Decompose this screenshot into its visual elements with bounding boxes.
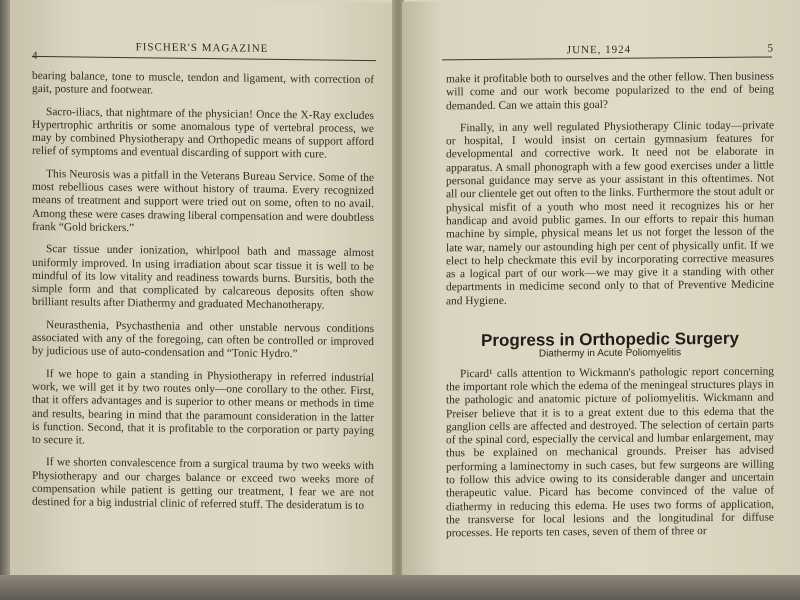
page-number: 4 [32,49,39,63]
left-page-body [32,70,374,523]
paragraph: make it profitable both to ourselves and the other fellow. Then business will come and our work become popularized to the end of being demanded. Can we attain this goal? [446,70,774,112]
right-page [402,0,794,582]
section-title: Progress in Orthopedic Surgery [481,328,739,351]
header-rule [442,56,772,60]
paragraph: Scar tissue under ionization, whirlpool bath and massage almost uniformly improved. In using irradiation about scar tissue it is well to be mindful of its low vitality and readiness towards burns. Bursitis, both the simple form and that complicated by calcareous deposits often show brilliant results after Diathermy and graduated Mechanotherapy. [32,243,374,312]
right-page-body [446,70,774,549]
paragraph: This Neurosis was a pitfall in the Veterans Bureau Service. Some of the most rebellious cases were without history of trauma. Every recognized means of treatment and support were tried out on some, often to no avail. Among these were cases drawing liberal compensation and were doubtless frank “Gold brickers.” [32,167,374,235]
paragraph: Sacro-iliacs, that nightmare of the physician! Once the X-Ray excludes Hypertrophic arthritis or some anomalous type of vertebral process, we may by combined Physiotherapy and Orthopedic means of support afford relief of symptoms and eventual discarding of support with cure. [32,105,374,162]
page-number: 5 [767,42,774,55]
header-rule [32,56,376,61]
left-page [10,0,392,582]
table-surface [0,575,800,600]
paragraph: bearing balance, tone to muscle, tendon and ligament, with correction of gait, posture and footwear. [32,69,374,97]
paragraph: If we hope to gain a standing in Physiotherapy in referred industrial work, we will get it by two routes only—one corollary to the other. First, that it offers advantages and is superior to other means or methods in time and results, bearing in mind that the paramount consideration in the latter is function. Second, that it is profitable to the corporation or party paying to secure it. [32,367,374,447]
running-head: FISCHER'S MAGAZINE [135,41,269,55]
section-subtitle: Diathermy in Acute Poliomyelitis [538,347,682,360]
paragraph: If we shorten convalescence from a surgical trauma by two weeks with Physiotherapy and our charges balance or exceed two weeks more of compensation while patient is getting our treatment, I fear we are not destined for a big industrial clinic of referred stuff. The desideratum is to [32,456,374,513]
left-page-header [32,40,372,63]
paragraph: Finally, in any well regulated Physiotherapy Clinic today—private or hospital, I would insist on certain gymnasium features for developmental and corrective work. It need not be elaborate in apparatus. A small phonograph with a few good exercises under a little personal guidance may serve as your assistant in this oftentimes. Not all our clientele get out often to the links. Furthermore the stout adult or physical misfit of a youth who most need it recognizes his or her handicap and avoid public games. In our efforts to repair this human machine by simple, physical means let us not forget the lesson of the late war, namely our astounding high per cent of physically unfit. If we elect to help checkmate this evil by incorporating corrective measures as a logical part of our work—we may give it a standing with other departments in medicime second only to that of Preventive Medicine and Hygiene. [446,119,774,308]
paragraph: Neurasthenia, Psychasthenia and other unstable nervous conditions associated with any of the foregoing, can often be controlled or improved by judicious use of auto-condensation and “Tonic Hydro.” [32,318,374,361]
running-head: JUNE, 1924 [566,43,632,57]
paragraph: Picard¹ calls attention to Wickmann's pathologic report concerning the important role which the edema of the meningeal structures plays in the pathologic and anatomic picture of poliomyelitis. Wickmann and Preiser believe that it is to a great extent due to this edema that the ganglion cells are affected and destroyed. The selection of certain parts of the spinal cord, especially the cervical and lumbar enlargement, may thus be explained on mechanical grounds. Preiser has advised performing a laminectomy in such cases, but few surgeons are willing to follow this advice owing to its considerable danger and uncertain therapeutic value. Picard has become convinced of the value of diathermy in reducing this edema. He uses two forms of application, the transverse for local lesions and the longitudinal for diffuse processes. He reports ten cases, seven of them of three or [446,365,774,540]
right-page-header [424,40,774,57]
